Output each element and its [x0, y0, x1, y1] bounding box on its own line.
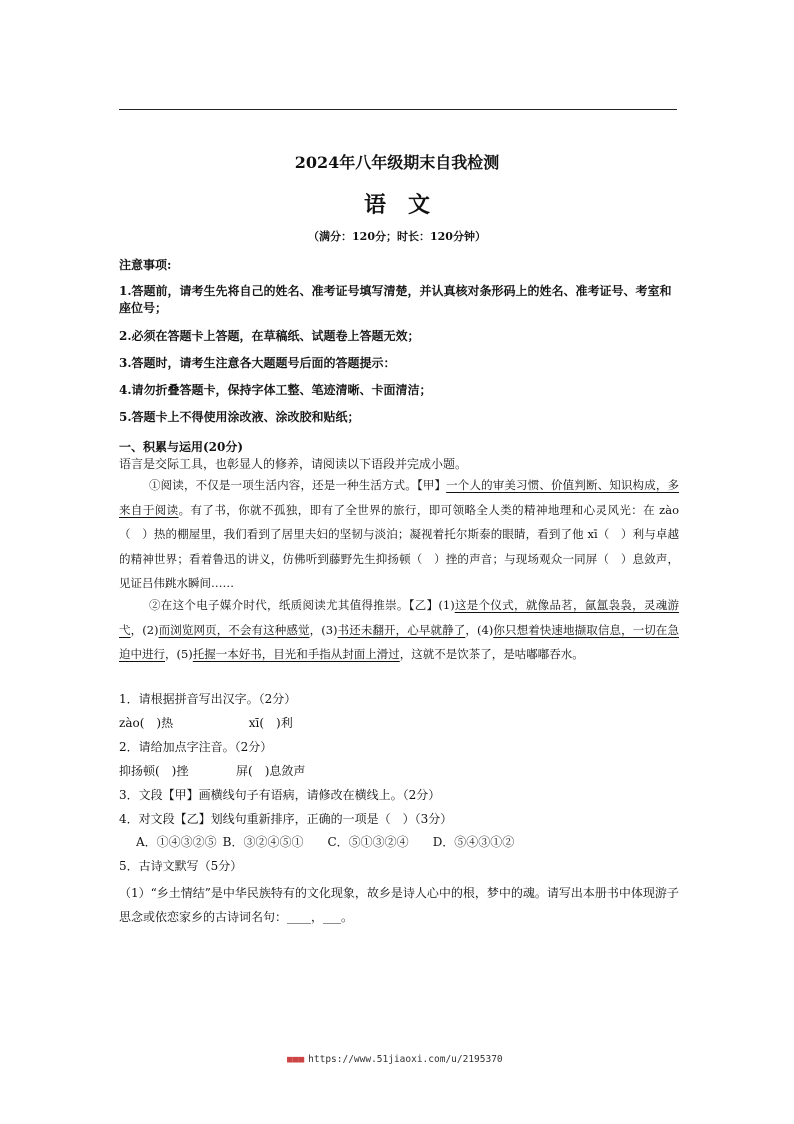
- underlined-sentence-3: 书还未翻开，心早就静了: [337, 622, 466, 637]
- question-2-items: [119, 762, 679, 779]
- passage-paragraph-2: ②在这个电子媒介时代，纸质阅读尤其值得推崇。【乙】(1)这是个仪式，就像品茗，氤氲袅袅，灵魂游弋，(2)而浏览网页，不会有这种感觉，(3)书还未翻开，心早就静了，(4)你只想着快速地撷取信息，一切在急迫中进行，(5)托握一本好书，目光和手指从封面上滑过，这就不是饮茶了，是咕嘟嘟吞水。: [119, 598, 680, 661]
- q1-item-b: xī( )利: [248, 716, 293, 730]
- question-5: 5．古诗文默写（5分）: [119, 859, 243, 873]
- option-a[interactable]: A．①④③②⑤: [136, 835, 217, 849]
- exam-meta: （满分：120分；时长：120分钟）: [308, 230, 486, 243]
- footer-url[interactable]: https://www.51jiaoxi.com/u/2195370: [308, 1054, 503, 1065]
- exam-title: 2024年八年级期末自我检测: [294, 153, 500, 172]
- question-2: 2．请给加点字注音。（2分）: [119, 740, 273, 754]
- passage-paragraph-1: ①阅读，不仅是一项生活内容，还是一种生活方式。【甲】一个人的审美习惯、价值判断、知识构成，多来自于阅读。有了书，你就不孤独，即有了全世界的旅行，即可领略全人类的精神地理和心灵风光：在 zào（ ）热的棚屋里，我们看到了居里夫妇的坚韧与淡泊；凝视着托尔斯泰的眼睛，看到了他 xī（ ）利与卓越的精神世界；看着鲁迅的讲义，仿佛听到藤野先生抑扬顿（ ）挫的声音；与现场观众一同屏（ ）息敛声，见证吕伟跳水瞬间……: [119, 478, 680, 590]
- site-logo-icon: ■■■: [287, 1054, 305, 1065]
- subject-title: 语文: [363, 192, 452, 218]
- q2-item-a: 抑扬顿( )挫: [119, 764, 189, 778]
- footer-link[interactable]: [287, 1054, 503, 1065]
- option-d[interactable]: D．⑤④③①②: [432, 835, 515, 849]
- q2-item-b: 屏( )息敛声: [236, 764, 306, 778]
- note-item-4: 4.请勿折叠答题卡，保持字体工整、笔迹清晰、卡面清洁；: [119, 383, 432, 397]
- underlined-sentence-5: 托握一本好书，目光和手指从封面上滑过: [192, 647, 400, 661]
- underlined-sentence-2: 而浏览网页，不会有这种感觉: [158, 622, 310, 637]
- note-item-3: 3.答题时，请考生注意各大题题号后面的答题提示：: [119, 356, 396, 370]
- option-c[interactable]: C．⑤①③②④: [327, 835, 409, 849]
- question-3: 3．文段【甲】画横线句子有语病，请修改在横线上。（2分）: [119, 788, 441, 802]
- header-rule: [119, 109, 677, 110]
- notes-heading: 注意事项:: [119, 258, 172, 272]
- section-intro: 语言是交际工具，也彰显人的修养，请阅读以下语段并完成小题。: [119, 457, 468, 471]
- question-4-options: [136, 833, 520, 850]
- question-1-items: [119, 714, 679, 731]
- question-5-1: （1）“乡土情结”是中华民族特有的文化现象，故乡是诗人心中的根，梦中的魂。请写出本册书中体现游子思念或依恋家乡的古诗词名句：____，___。: [119, 886, 679, 924]
- note-item-2: 2.必须在答题卡上答题，在草稿纸、试题卷上答题无效；: [119, 329, 420, 343]
- q1-item-a: zào( )热: [119, 716, 174, 730]
- note-item-1: 1.答题前，请考生先将自己的姓名、准考证号填写清楚，并认真核对条形码上的姓名、准考证号、考室和座位号；: [119, 284, 672, 315]
- question-4: 4．对文段【乙】划线句重新排序，正确的一项是（ ）（3分）: [119, 812, 453, 826]
- option-b[interactable]: B．③②④⑤①: [222, 835, 304, 849]
- question-1: 1．请根据拼音写出汉字。（2分）: [119, 692, 297, 706]
- section-title: 一、积累与运用(20分): [119, 440, 244, 454]
- underlined-sentence-1: 这是个仪式，就像品茗，氤氲袅袅，灵魂游弋: [119, 598, 679, 637]
- underlined-sentence-4: 你只想着快速地撷取信息，一切在急迫中进行: [119, 622, 680, 661]
- underlined-sentence-jia: 一个人的审美习惯、价值判断、知识构成，多来自于阅读: [119, 478, 680, 517]
- note-item-5: 5.答题卡上不得使用涂改液、涂改胶和贴纸；: [119, 410, 360, 424]
